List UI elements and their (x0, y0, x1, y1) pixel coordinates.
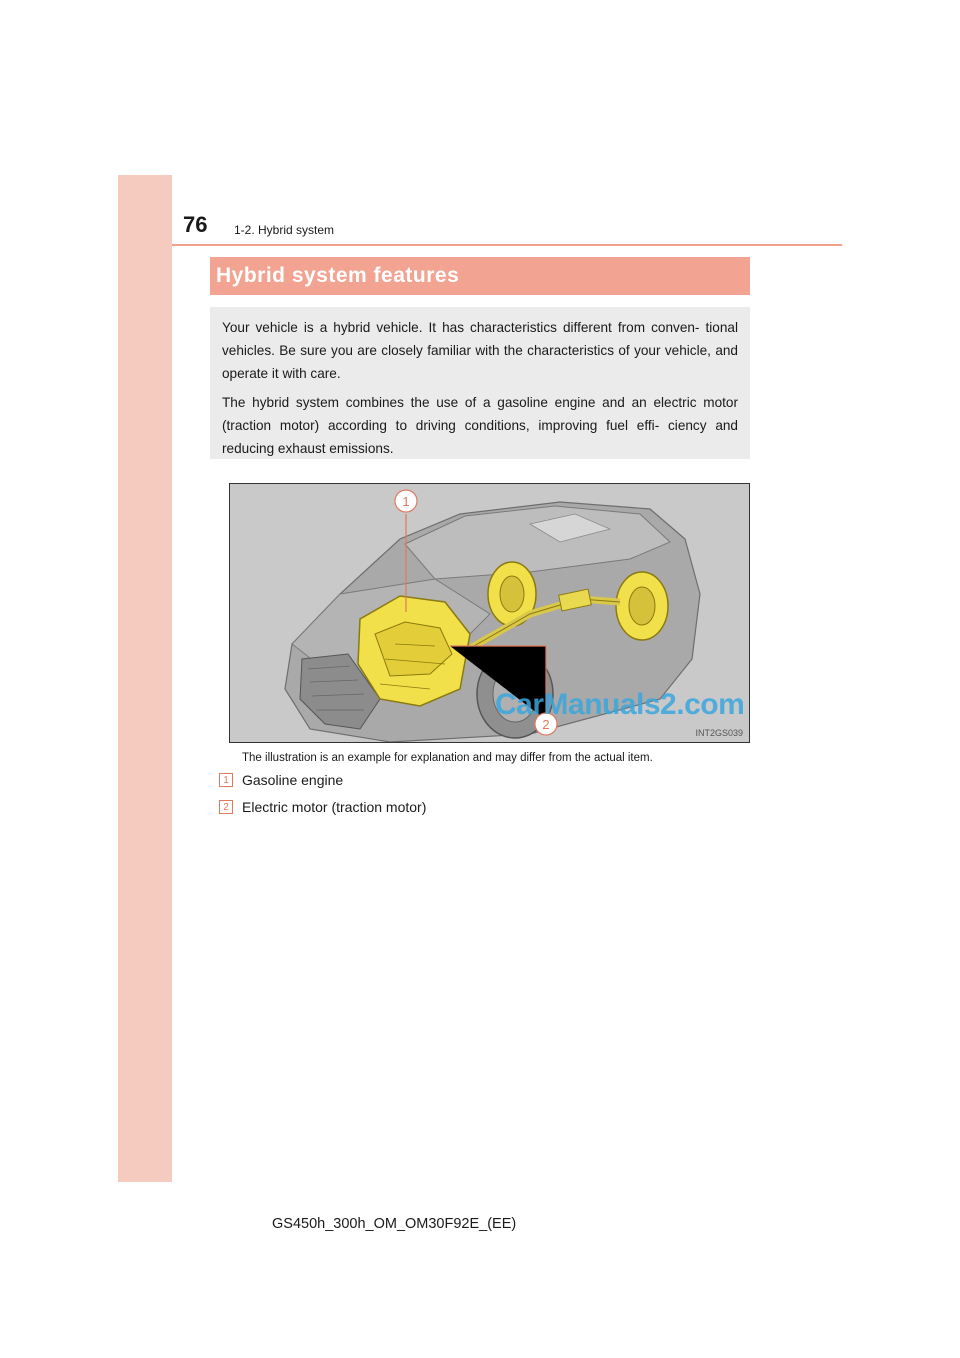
legend-item-gasoline-engine (219, 772, 343, 788)
legend-number-1: 1 (219, 773, 233, 787)
intro-paragraph-2: The hybrid system combines the use of a gasoline engine and an electric motor (traction motor) according to driving conditions, improving fuel effi- ciency and reducing exhaust emissions. (222, 395, 738, 456)
watermark: CarManuals2.com (495, 688, 745, 721)
illustration-code: INT2GS039 (695, 728, 743, 738)
callout-2-label: 2 (542, 717, 550, 732)
footer-doc-code: GS450h_300h_OM_OM30F92E_(EE) (272, 1216, 517, 1232)
intro-paragraph-1: Your vehicle is a hybrid vehicle. It has characteristics different from conven- tional vehicles. Be sure you are closely familiar with the characteristics of your vehicle, and operate it with care. (222, 320, 738, 381)
hybrid-system-illustration (229, 483, 750, 743)
legend-number-2: 2 (219, 800, 233, 814)
section-label: 1-2. Hybrid system (234, 223, 335, 237)
page-number: 76 (183, 212, 208, 237)
side-tab-bar (118, 175, 172, 1182)
legend-item-electric-motor (219, 799, 426, 815)
section-title-bar (210, 257, 750, 295)
legend-label-1: Gasoline engine (242, 772, 344, 788)
section-title: Hybrid system features (216, 264, 460, 287)
intro-box (210, 307, 750, 459)
legend-label-2: Electric motor (traction motor) (242, 799, 427, 815)
header-divider (172, 244, 842, 246)
illustration-caption: The illustration is an example for explanation and may differ from the actual item. (242, 752, 653, 764)
callout-1-label: 1 (402, 494, 410, 509)
